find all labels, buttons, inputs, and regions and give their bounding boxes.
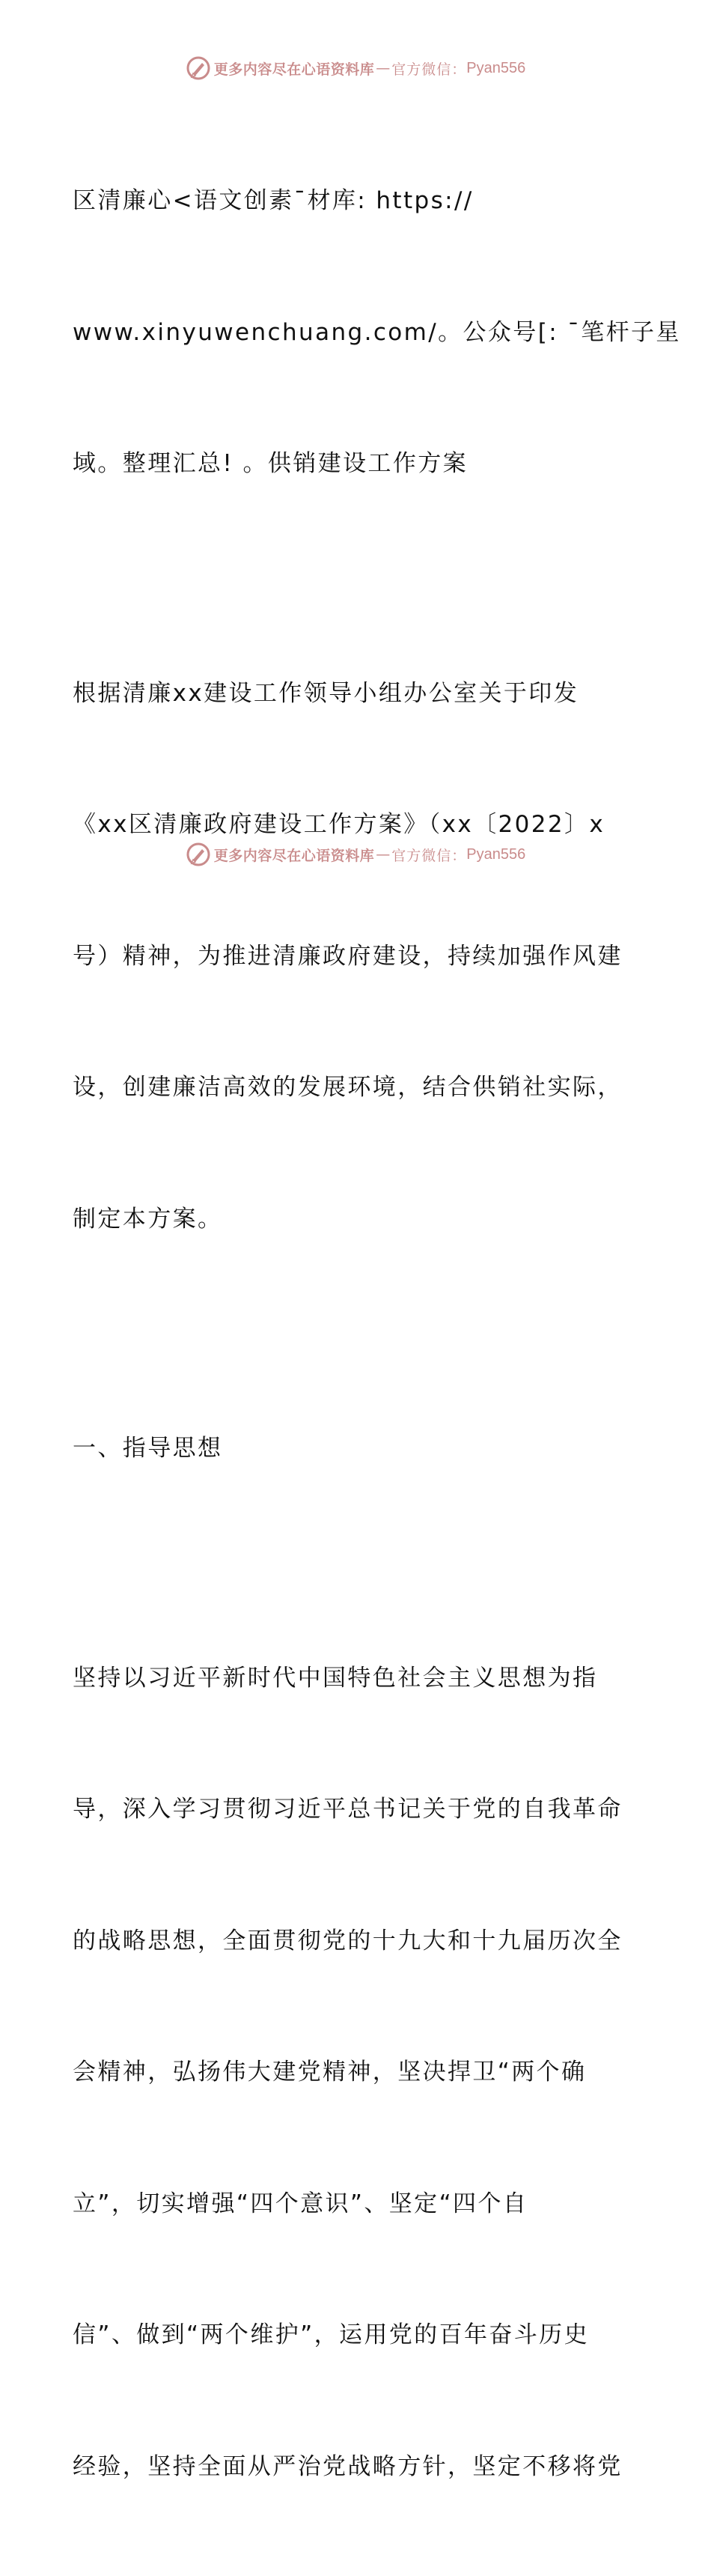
text-line: 制定本方案。 <box>73 1197 641 1242</box>
pen-logo-icon <box>186 842 211 867</box>
watermark-wechat-id: Pyan556 <box>466 60 525 77</box>
text-line: 号）精神，为推进清廉政府建设，持续加强作风建 <box>73 935 641 979</box>
watermark-wechat-id: Pyan556 <box>466 846 525 863</box>
text-line: 区清廉心<语文创素¯材库: https:// <box>73 179 641 223</box>
text-line: 立”，切实增强“四个意识”、坚定“四个自 <box>73 2182 641 2226</box>
watermark-text: 更多内容尽在心语资料库 <box>214 845 375 865</box>
pen-logo-icon <box>186 55 211 81</box>
watermark-text: 更多内容尽在心语资料库 <box>214 58 375 79</box>
section-heading <box>73 1339 641 1558</box>
text-line: www.xinyuwenchuang.com/。公众号[: ¯笔杆子星 <box>73 311 641 355</box>
text-line: 信”、做到“两个维护”，运用党的百年奋斗历史 <box>73 2313 641 2357</box>
section-heading-text: 一、指导思想 <box>73 1427 641 1471</box>
watermark-banner-top <box>0 53 711 83</box>
text-line: 会精神，弘扬伟大建党精神，坚决捍卫“两个确 <box>73 2050 641 2094</box>
text-line: 经验，坚持全面从严治党战略方针，坚定不移将党 <box>73 2445 641 2489</box>
text-line: 《xx区清廉政府建设工作方案》（xx〔2022〕x <box>73 803 641 847</box>
header-paragraph <box>73 91 641 574</box>
guiding-paragraph <box>73 1569 641 2576</box>
intro-paragraph <box>73 584 641 1329</box>
watermark-wechat-label: 官方微信： <box>391 845 466 865</box>
text-line: 域。整理汇总! 。供销建设工作方案 <box>73 442 641 486</box>
text-line: 设，创建廉洁高效的发展环境，结合供销社实际， <box>73 1066 641 1110</box>
watermark-wechat-label: 官方微信： <box>391 58 466 79</box>
watermark-banner-bottom <box>0 839 711 869</box>
text-line: 导，深入学习贯彻习近平总书记关于党的自我革命 <box>73 1787 641 1832</box>
document-body <box>73 91 641 2576</box>
text-line: 根据清廉xx建设工作领导小组办公室关于印发 <box>73 672 641 716</box>
text-line: 的战略思想，全面贯彻党的十九大和十九届历次全 <box>73 1919 641 1963</box>
text-line: 坚持以习近平新时代中国特色社会主义思想为指 <box>73 1656 641 1701</box>
watermark-separator: — <box>376 60 390 76</box>
watermark-separator: — <box>376 846 390 863</box>
